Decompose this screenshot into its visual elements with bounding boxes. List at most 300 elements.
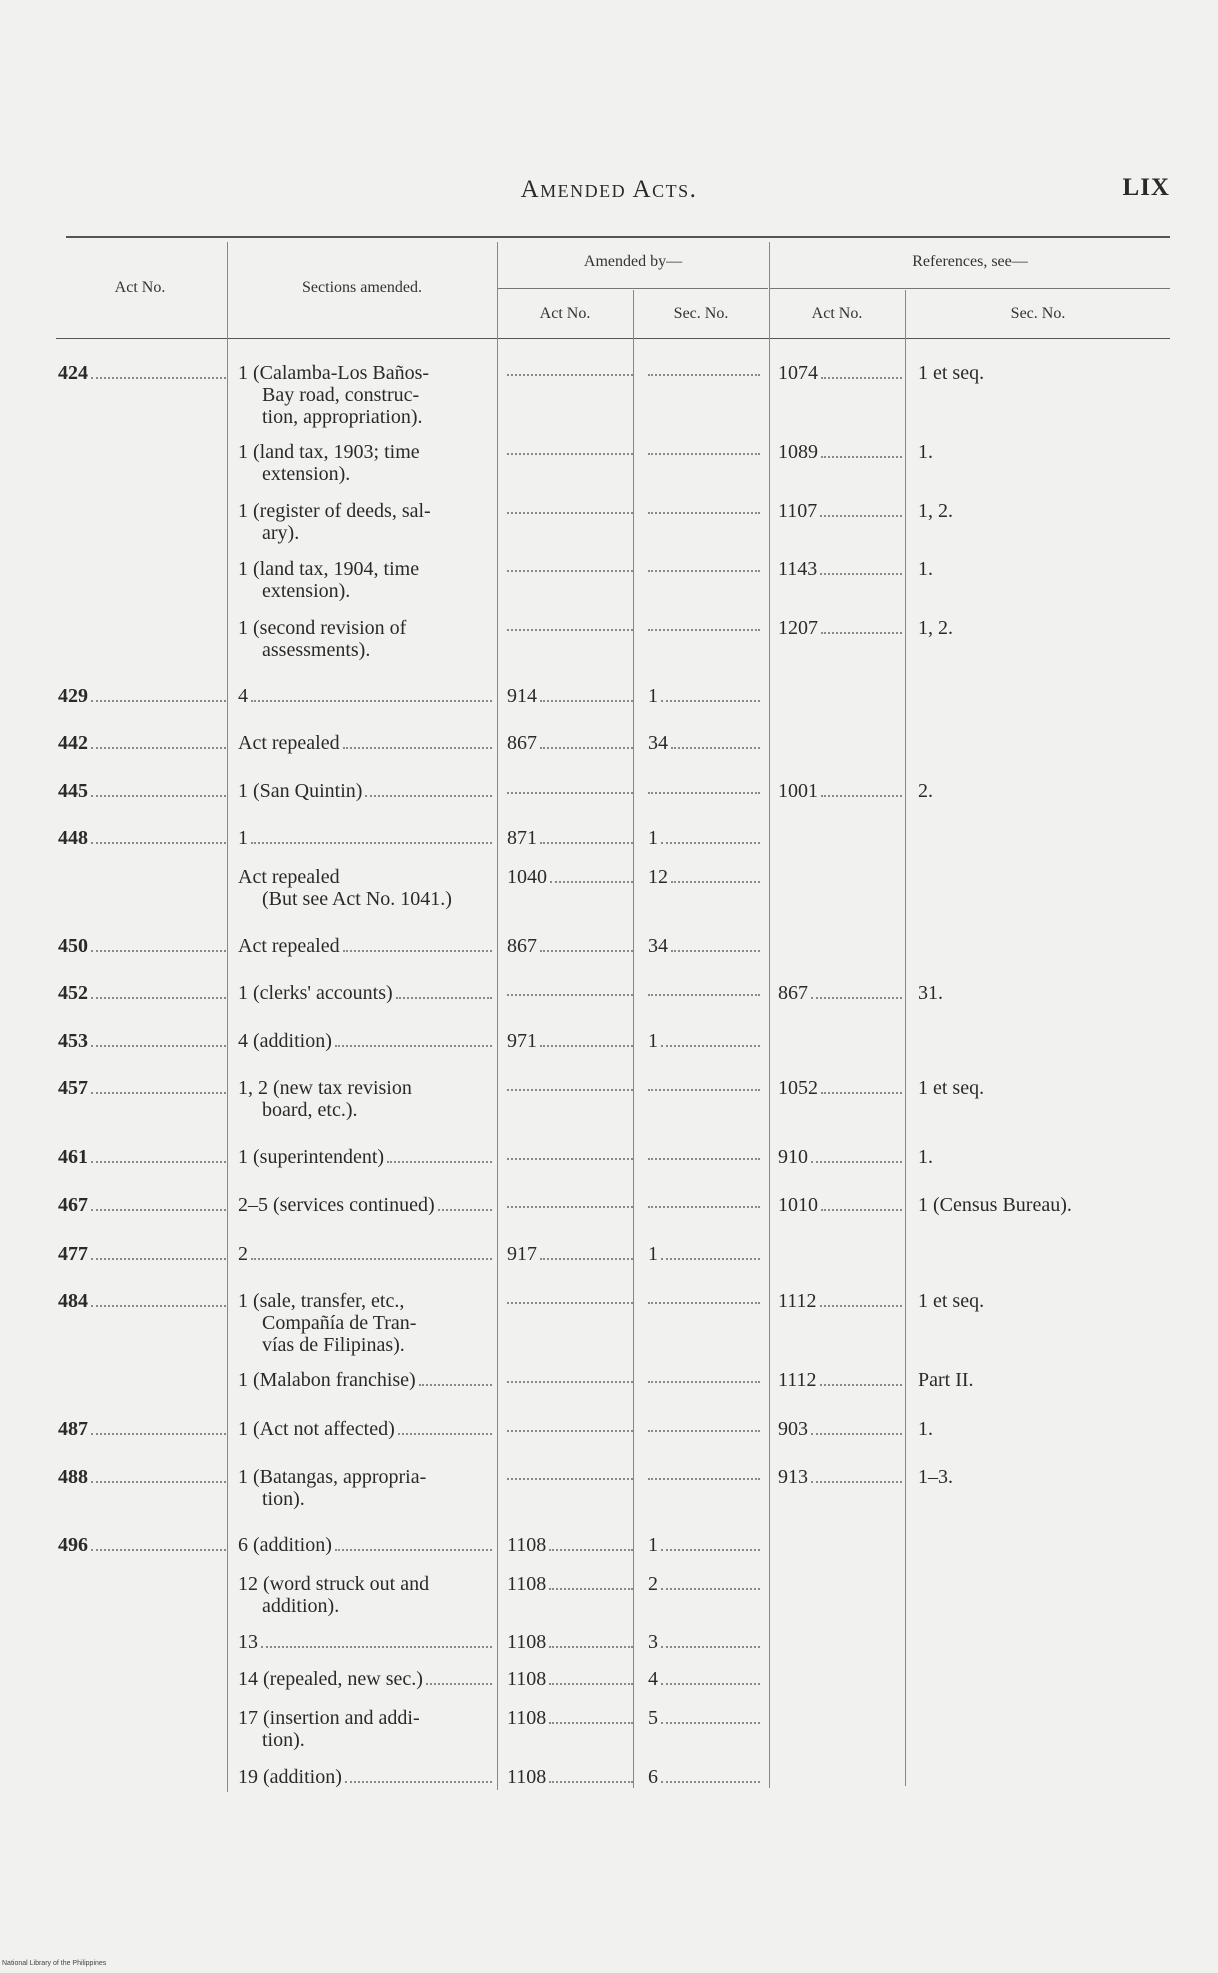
amended-sec-no-text: 34 [648, 732, 668, 754]
amended-act-no-empty-leader [507, 1158, 633, 1160]
dot-leader [91, 699, 226, 702]
sections-amended [238, 1766, 492, 1788]
dot-leader [549, 1780, 633, 1783]
sections-amended [238, 1466, 492, 1510]
dot-leader [540, 1044, 633, 1047]
amended-act-no-text: 1108 [507, 1707, 547, 1729]
dot-leader [251, 841, 492, 844]
dot-leader [811, 996, 902, 999]
reference-act-no-text: 1074 [778, 362, 818, 384]
sections-amended [238, 1369, 492, 1391]
amended-act-no-text: 1108 [507, 1534, 547, 1556]
section-line: 14 (repealed, new sec.) [238, 1668, 423, 1690]
amended-sec-no-text: 1 [648, 1243, 658, 1265]
amended-act-no-text: 867 [507, 732, 537, 754]
amended-sec-no [648, 732, 760, 754]
amended-act-no-empty-leader [507, 1089, 633, 1091]
reference-sec-no [918, 1418, 1178, 1440]
amended-act-no [507, 1631, 633, 1653]
reference-act-no-text: 1112 [778, 1369, 817, 1391]
amended-act-no-text: 1108 [507, 1573, 547, 1595]
sections-amended [238, 827, 492, 849]
dot-leader [811, 1480, 902, 1483]
section-line-continued: extension). [262, 463, 351, 485]
act-number-text: 477 [58, 1243, 88, 1265]
dot-leader [335, 1044, 492, 1047]
section-line: 1 (second revision of [238, 617, 407, 639]
dot-leader [91, 1044, 226, 1047]
dot-leader [540, 699, 633, 702]
reference-sec-no [918, 1077, 1178, 1099]
reference-sec-no-text: 1 et seq. [918, 362, 985, 384]
reference-act-no [778, 780, 902, 802]
dot-leader [661, 1721, 760, 1724]
amended-act-no-empty-leader [507, 994, 633, 996]
section-line: 1 (register of deeds, sal- [238, 500, 431, 522]
reference-sec-no [918, 617, 1178, 639]
dot-leader [661, 1682, 760, 1685]
dot-leader [91, 1480, 226, 1483]
act-number-text: 450 [58, 935, 88, 957]
section-line-continued: ary). [262, 522, 300, 544]
amended-sec-no [648, 685, 760, 707]
amended-sec-no-empty-leader [648, 374, 760, 376]
dot-leader [426, 1682, 492, 1685]
dot-leader [251, 699, 492, 702]
section-line: 6 (addition) [238, 1534, 332, 1556]
section-line: 1, 2 (new tax revision [238, 1077, 412, 1099]
reference-sec-no-text: 1. [918, 1418, 933, 1440]
section-line: 4 [238, 685, 248, 707]
amended-sec-no-text: 1 [648, 827, 658, 849]
section-line: 1 (clerks' accounts) [238, 982, 393, 1004]
act-number [58, 1077, 226, 1099]
sections-amended [238, 1146, 492, 1168]
amended-sec-no-empty-leader [648, 1478, 760, 1480]
act-number [58, 1030, 226, 1052]
header-ref-sec-no: Sec. No. [1010, 305, 1066, 322]
section-line-continued: assessments). [262, 639, 371, 661]
act-number-text: 488 [58, 1466, 88, 1488]
dot-leader [91, 794, 226, 797]
dot-leader [821, 631, 902, 634]
dot-leader [821, 455, 902, 458]
act-number [58, 1243, 226, 1265]
amended-act-no [507, 866, 633, 888]
section-line-continued: (But see Act No. 1041.) [262, 888, 452, 910]
reference-act-no-text: 867 [778, 982, 808, 1004]
header-sections: Sections amended. [302, 279, 422, 296]
act-number-text: 429 [58, 685, 88, 707]
amended-sec-no-text: 1 [648, 1534, 658, 1556]
sections-amended [238, 617, 492, 661]
section-line-continued: Bay road, construc- [262, 384, 420, 406]
dot-leader [91, 949, 226, 952]
section-line: 12 (word struck out and [238, 1573, 430, 1595]
amended-sec-no [648, 1766, 760, 1788]
column-divider-3 [633, 290, 634, 1788]
act-number-text: 496 [58, 1534, 88, 1556]
dot-leader [671, 949, 760, 952]
section-line: 1 (Malabon franchise) [238, 1369, 416, 1391]
amended-act-no-text: 917 [507, 1243, 537, 1265]
footer-credit: National Library of the Philippines [2, 1960, 107, 1967]
amended-act-no [507, 1707, 633, 1729]
amended-act-no-text: 914 [507, 685, 537, 707]
reference-sec-no [918, 500, 1178, 522]
dot-leader [820, 514, 902, 517]
reference-act-no [778, 1194, 902, 1216]
amended-act-no-empty-leader [507, 1478, 633, 1480]
dot-leader [91, 1432, 226, 1435]
amended-act-no [507, 685, 633, 707]
section-line: Act repealed [238, 866, 340, 888]
column-divider-5 [905, 290, 906, 1786]
amended-sec-no-text: 34 [648, 935, 668, 957]
section-line: 4 (addition) [238, 1030, 332, 1052]
reference-sec-no [918, 780, 1178, 802]
reference-act-no-text: 1143 [778, 558, 818, 580]
reference-sec-no-text: 1 et seq. [918, 1077, 985, 1099]
reference-sec-no-text: Part II. [918, 1369, 974, 1391]
act-number-text: 453 [58, 1030, 88, 1052]
section-line: 1 (sale, transfer, etc., [238, 1290, 405, 1312]
act-number [58, 935, 226, 957]
reference-act-no-text: 1001 [778, 780, 818, 802]
reference-sec-no [918, 1369, 1178, 1391]
act-number [58, 982, 226, 1004]
act-number-text: 448 [58, 827, 88, 849]
reference-act-no-text: 1107 [778, 500, 818, 522]
reference-sec-no [918, 441, 1178, 463]
amended-act-no [507, 1243, 633, 1265]
act-number-text: 484 [58, 1290, 88, 1312]
sections-amended [238, 1243, 492, 1265]
amended-sec-no-empty-leader [648, 1430, 760, 1432]
amended-sec-no-empty-leader [648, 570, 760, 572]
dot-leader [820, 1304, 902, 1307]
act-number-text: 452 [58, 982, 88, 1004]
reference-act-no-text: 1089 [778, 441, 818, 463]
section-line-continued: addition). [262, 1595, 340, 1617]
dot-leader [343, 949, 492, 952]
amended-act-no [507, 1030, 633, 1052]
dot-leader [661, 1645, 760, 1648]
sections-amended [238, 982, 492, 1004]
dot-leader [671, 746, 760, 749]
amended-act-no-empty-leader [507, 512, 633, 514]
act-number [58, 1534, 226, 1556]
act-number-text: 424 [58, 362, 88, 384]
section-line: 13 [238, 1631, 258, 1653]
act-number [58, 732, 226, 754]
reference-sec-no-text: 1 (Census Bureau). [918, 1194, 1072, 1216]
dot-leader [365, 794, 492, 797]
reference-act-no [778, 1077, 902, 1099]
sections-amended [238, 362, 492, 428]
amended-sec-no-empty-leader [648, 1158, 760, 1160]
act-number [58, 780, 226, 802]
dot-leader [821, 1091, 902, 1094]
dot-leader [661, 1587, 760, 1590]
dot-leader [671, 880, 760, 883]
dot-leader [91, 1548, 226, 1551]
dot-leader [91, 1257, 226, 1260]
section-line-continued: tion). [262, 1729, 305, 1751]
amended-act-no [507, 1668, 633, 1690]
header-amended-by: Amended by— [583, 253, 683, 270]
amended-sec-no-empty-leader [648, 1089, 760, 1091]
dot-leader [661, 1257, 760, 1260]
dot-leader [661, 841, 760, 844]
reference-sec-no-text: 2. [918, 780, 933, 802]
dot-leader [540, 841, 633, 844]
running-title: Amended Acts. [520, 176, 698, 203]
reference-sec-no-text: 1–3. [918, 1466, 953, 1488]
act-number [58, 362, 226, 384]
dot-leader [820, 572, 902, 575]
dot-leader [821, 1208, 902, 1211]
section-line-continued: Compañía de Tran- [262, 1312, 417, 1334]
section-line: 1 (land tax, 1903; time [238, 441, 420, 463]
amended-act-no-empty-leader [507, 629, 633, 631]
amended-sec-no-text: 2 [648, 1573, 658, 1595]
reference-sec-no-text: 1. [918, 558, 933, 580]
amended-sec-no [648, 935, 760, 957]
amended-act-no-empty-leader [507, 1302, 633, 1304]
reference-act-no [778, 1466, 902, 1488]
section-line: 1 (Calamba-Los Baños- [238, 362, 430, 384]
amended-sec-no [648, 1030, 760, 1052]
amended-sec-no-empty-leader [648, 512, 760, 514]
amended-sec-no-text: 4 [648, 1668, 658, 1690]
reference-act-no [778, 982, 902, 1004]
dot-leader [549, 1721, 633, 1724]
reference-act-no [778, 1418, 902, 1440]
amended-act-no-text: 1040 [507, 866, 547, 888]
dot-leader [91, 746, 226, 749]
act-number [58, 1466, 226, 1488]
sections-amended [238, 1534, 492, 1556]
dot-leader [335, 1548, 492, 1551]
reference-sec-no-text: 1 et seq. [918, 1290, 985, 1312]
sections-amended [238, 1707, 492, 1751]
section-line-continued: extension). [262, 580, 351, 602]
reference-sec-no-text: 1, 2. [918, 500, 953, 522]
act-number-text: 487 [58, 1418, 88, 1440]
header-amended-sec-no: Sec. No. [673, 305, 729, 322]
reference-act-no-text: 1112 [778, 1290, 817, 1312]
dot-leader [91, 376, 226, 379]
section-line: 19 (addition) [238, 1766, 342, 1788]
dot-leader [438, 1208, 492, 1211]
sections-amended [238, 1077, 492, 1121]
sections-amended [238, 1668, 492, 1690]
dot-leader [811, 1160, 902, 1163]
amended-act-no-text: 971 [507, 1030, 537, 1052]
dot-leader [811, 1432, 902, 1435]
sections-amended [238, 1030, 492, 1052]
section-line: 1 (land tax, 1904, time [238, 558, 420, 580]
page-number: LIX [1122, 174, 1170, 201]
amended-sec-no [648, 1631, 760, 1653]
reference-act-no [778, 362, 902, 384]
section-line: 1 (Act not affected) [238, 1418, 395, 1440]
reference-act-no-text: 910 [778, 1146, 808, 1168]
section-line: 2 [238, 1243, 248, 1265]
dot-leader [91, 841, 226, 844]
section-line: 1 (superintendent) [238, 1146, 385, 1168]
dot-leader [387, 1160, 492, 1163]
amended-sec-no-text: 3 [648, 1631, 658, 1653]
dot-leader [661, 1044, 760, 1047]
reference-act-no [778, 441, 902, 463]
act-number [58, 1418, 226, 1440]
reference-sec-no [918, 362, 1178, 384]
reference-act-no [778, 500, 902, 522]
act-number [58, 1194, 226, 1216]
section-line: 2–5 (services continued) [238, 1194, 435, 1216]
dot-leader [549, 1645, 633, 1648]
reference-sec-no-text: 1. [918, 1146, 933, 1168]
sections-amended [238, 935, 492, 957]
dot-leader [549, 1682, 633, 1685]
amended-sec-no-text: 1 [648, 685, 658, 707]
amended-sec-no [648, 866, 760, 888]
reference-act-no-text: 913 [778, 1466, 808, 1488]
reference-sec-no-text: 1, 2. [918, 617, 953, 639]
sections-amended [238, 1290, 492, 1356]
dot-leader [261, 1645, 492, 1648]
section-line-continued: board, etc.). [262, 1099, 358, 1121]
amended-sec-no-empty-leader [648, 1381, 760, 1383]
reference-sec-no [918, 1194, 1178, 1216]
amended-sec-no [648, 1243, 760, 1265]
amended-sec-no-text: 6 [648, 1766, 658, 1788]
act-number [58, 1146, 226, 1168]
amended-act-no-empty-leader [507, 570, 633, 572]
reference-sec-no [918, 982, 1178, 1004]
dot-leader [661, 1548, 760, 1551]
amended-sec-no-text: 1 [648, 1030, 658, 1052]
reference-act-no [778, 1369, 902, 1391]
amended-act-no [507, 1534, 633, 1556]
amended-sec-no [648, 1573, 760, 1595]
amended-act-no-text: 1108 [507, 1631, 547, 1653]
column-divider-1 [227, 242, 228, 1792]
dot-leader [396, 996, 492, 999]
sections-amended [238, 1573, 492, 1617]
reference-act-no-text: 1052 [778, 1077, 818, 1099]
amended-act-no-text: 1108 [507, 1766, 547, 1788]
dot-leader [398, 1432, 492, 1435]
header-ref-act-no: Act No. [811, 305, 863, 322]
reference-sec-no [918, 1290, 1178, 1312]
amended-sec-no-empty-leader [648, 1302, 760, 1304]
dot-leader [661, 699, 760, 702]
header-act-no: Act No. [114, 279, 166, 296]
dot-leader [251, 1257, 492, 1260]
reference-act-no [778, 558, 902, 580]
reference-sec-no [918, 1146, 1178, 1168]
dot-leader [661, 1780, 760, 1783]
act-number-text: 457 [58, 1077, 88, 1099]
dot-leader [549, 1587, 633, 1590]
column-divider-4 [769, 242, 770, 1788]
amended-act-no-empty-leader [507, 453, 633, 455]
dot-leader [91, 1160, 226, 1163]
amended-sec-no-empty-leader [648, 994, 760, 996]
act-number-text: 445 [58, 780, 88, 802]
amended-act-no-text: 867 [507, 935, 537, 957]
section-line: 1 (San Quintin) [238, 780, 363, 802]
section-line: 1 (Batangas, appropria- [238, 1466, 427, 1488]
act-number [58, 827, 226, 849]
top-rule [66, 236, 1170, 238]
sections-amended [238, 1631, 492, 1653]
header-subrule-references [770, 288, 1170, 289]
amended-sec-no [648, 1534, 760, 1556]
section-line-continued: tion, appropriation). [262, 406, 423, 428]
dot-leader [91, 1304, 226, 1307]
amended-act-no-text: 1108 [507, 1668, 547, 1690]
dot-leader [419, 1383, 492, 1386]
sections-amended [238, 441, 492, 485]
sections-amended [238, 866, 492, 910]
sections-amended [238, 558, 492, 602]
reference-act-no-text: 1207 [778, 617, 818, 639]
amended-act-no [507, 935, 633, 957]
amended-sec-no-empty-leader [648, 1206, 760, 1208]
header-references: References, see— [912, 253, 1028, 270]
amended-act-no-empty-leader [507, 1206, 633, 1208]
amended-sec-no-empty-leader [648, 453, 760, 455]
section-line-continued: tion). [262, 1488, 305, 1510]
amended-sec-no-empty-leader [648, 629, 760, 631]
sections-amended [238, 732, 492, 754]
dot-leader [91, 996, 226, 999]
header-rule [56, 338, 1170, 339]
act-number-text: 461 [58, 1146, 88, 1168]
amended-sec-no-text: 12 [648, 866, 668, 888]
sections-amended [238, 500, 492, 544]
dot-leader [549, 1548, 633, 1551]
amended-act-no [507, 732, 633, 754]
amended-act-no [507, 1766, 633, 1788]
amended-act-no [507, 1573, 633, 1595]
dot-leader [540, 949, 633, 952]
dot-leader [91, 1208, 226, 1211]
sections-amended [238, 1418, 492, 1440]
dot-leader [345, 1780, 492, 1783]
act-number-text: 442 [58, 732, 88, 754]
section-line: 17 (insertion and addi- [238, 1707, 420, 1729]
reference-act-no-text: 903 [778, 1418, 808, 1440]
act-number [58, 685, 226, 707]
amended-sec-no-text: 5 [648, 1707, 658, 1729]
amended-sec-no [648, 827, 760, 849]
section-line: Act repealed [238, 935, 340, 957]
dot-leader [821, 376, 902, 379]
dot-leader [343, 746, 492, 749]
section-line: Act repealed [238, 732, 340, 754]
reference-act-no [778, 1146, 902, 1168]
header-subrule-amended [498, 288, 768, 289]
amended-act-no-empty-leader [507, 374, 633, 376]
section-line: 1 [238, 827, 248, 849]
header-amended-act-no: Act No. [539, 305, 591, 322]
amended-sec-no [648, 1707, 760, 1729]
